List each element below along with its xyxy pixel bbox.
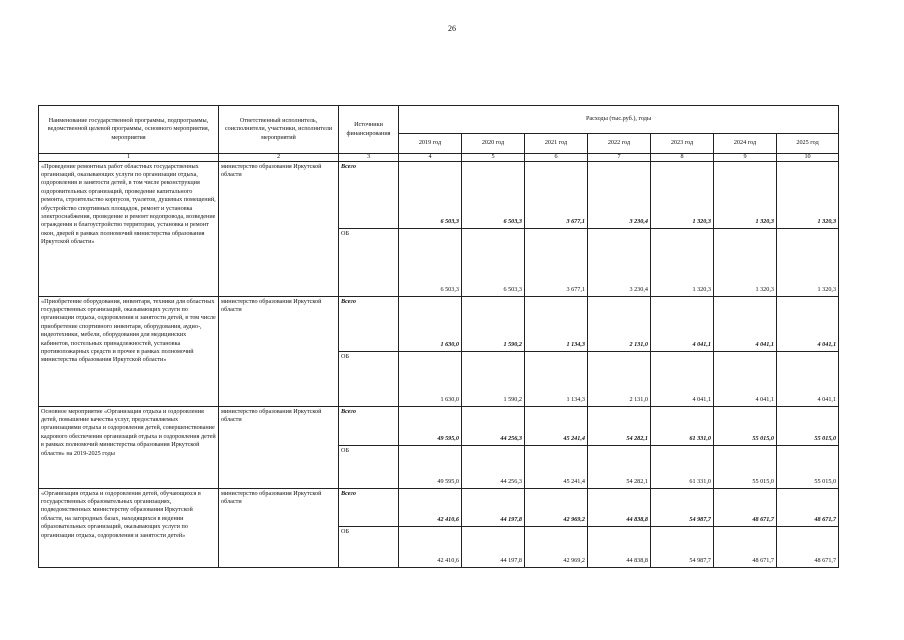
col-number: 4	[399, 154, 462, 162]
row-ob-value: 4 041,1	[777, 351, 839, 406]
row-ob-value: 44 197,8	[462, 526, 525, 567]
header-year: 2024 год	[714, 134, 777, 154]
row-total-value: 48 671,7	[777, 488, 839, 526]
header-expenses: Расходы (тыс.руб.), годы	[399, 106, 839, 134]
row-name: «Приобретение оборудования, инвентаря, техники для областных государственных организаций, оказывающих услуги по организации отдыха, оздоровления и занятости детей, в том числе приобретение спортивного инвентаря, оборудования, аудио-, видеотехники, мебели, оборудования для медицинских кабинетов, постельных принадлежностей, установка противопожарных средств и прочее в рамках полномочий министерства образования Иркутской области»	[39, 296, 219, 406]
row-name: Основное мероприятие «Организация отдыха и оздоровления детей, повышение качества услуг, предоставляемых организациями отдыха и оздоровления детей, совершенствование кадрового обеспечения организаций отдыха и оздоровления детей в рамках полномочий министерства образования Иркутской области» на 2019-2025 годы	[39, 406, 219, 488]
row-ob-value: 1 630,0	[399, 351, 462, 406]
table-row	[39, 161, 839, 228]
row-executor: министерство образования Иркутской области	[219, 296, 339, 406]
row-ob-value: 48 671,7	[777, 526, 839, 567]
row-total-label: Всего	[339, 488, 399, 526]
col-number: 3	[339, 154, 399, 162]
row-ob-value: 1 320,3	[777, 228, 839, 296]
row-source-label: ОБ	[339, 526, 399, 567]
header-year: 2021 год	[525, 134, 588, 154]
row-total-value: 4 041,1	[777, 296, 839, 351]
row-ob-value: 61 331,0	[651, 445, 714, 488]
row-total-value: 42 410,6	[399, 488, 462, 526]
row-total-value: 3 677,1	[525, 161, 588, 228]
row-ob-value: 49 595,0	[399, 445, 462, 488]
row-source-label: ОБ	[339, 445, 399, 488]
row-total-value: 1 630,0	[399, 296, 462, 351]
header-name: Наименование государственной программы, подпрограммы, ведомственной целевой программы, основного мероприятия, мероприятия	[39, 106, 219, 154]
row-total-value: 61 331,0	[651, 406, 714, 445]
row-source-label: ОБ	[339, 351, 399, 406]
row-ob-value: 42 410,6	[399, 526, 462, 567]
row-total-value: 49 595,0	[399, 406, 462, 445]
row-total-value: 3 230,4	[588, 161, 651, 228]
row-total-value: 1 320,3	[777, 161, 839, 228]
header-year: 2022 год	[588, 134, 651, 154]
col-number: 8	[651, 154, 714, 162]
row-total-value: 48 671,7	[714, 488, 777, 526]
col-number: 1	[39, 154, 219, 162]
row-total-value: 1 134,3	[525, 296, 588, 351]
row-total-label: Всего	[339, 406, 399, 445]
row-ob-value: 55 015,0	[777, 445, 839, 488]
row-total-value: 44 197,8	[462, 488, 525, 526]
row-ob-value: 1 320,3	[714, 228, 777, 296]
row-executor: министерство образования Иркутской области	[219, 488, 339, 567]
row-total-value: 2 131,0	[588, 296, 651, 351]
row-total-value: 4 041,1	[714, 296, 777, 351]
header-year: 2025 год	[777, 134, 839, 154]
row-total-value: 45 241,4	[525, 406, 588, 445]
row-total-value: 44 256,3	[462, 406, 525, 445]
row-ob-value: 44 256,3	[462, 445, 525, 488]
row-ob-value: 6 503,3	[399, 228, 462, 296]
row-ob-value: 44 838,8	[588, 526, 651, 567]
page-number: 26	[448, 24, 456, 33]
row-total-value: 42 969,2	[525, 488, 588, 526]
row-ob-value: 3 677,1	[525, 228, 588, 296]
row-ob-value: 3 230,4	[588, 228, 651, 296]
row-ob-value: 42 969,2	[525, 526, 588, 567]
row-name: «Проведение ремонтных работ областных государственных организаций, оказывающих услуги по организации отдыха, оздоровления и занятости детей, в том числе реконструкция оздоровительных организаций, проведение капитального ремонта, строительство корпусов, туалетов, душевых помещений, обустройство спортивных площадок, ремонт и установка электроснабжения, проведение и ремонт водопровода, возведение ограждения и благоустройство территории, установка и ремонт окон, дверей в рамках полномочий министерства образования Иркутской области»	[39, 161, 219, 296]
row-executor: министерство образования Иркутской области	[219, 161, 339, 296]
col-number: 6	[525, 154, 588, 162]
row-executor: министерство образования Иркутской области	[219, 406, 339, 488]
row-ob-value: 1 134,3	[525, 351, 588, 406]
header-year: 2023 год	[651, 134, 714, 154]
header-executor: Ответственный исполнитель, соисполнители, участники, исполнители мероприятий	[219, 106, 339, 154]
row-ob-value: 4 041,1	[651, 351, 714, 406]
row-total-value: 55 015,0	[714, 406, 777, 445]
budget-table	[38, 105, 839, 568]
col-number: 10	[777, 154, 839, 162]
row-total-value: 6 503,3	[462, 161, 525, 228]
header-sources: Источники финансирования	[339, 106, 399, 154]
row-total-value: 1 320,3	[714, 161, 777, 228]
row-ob-value: 48 671,7	[714, 526, 777, 567]
row-total-value: 54 987,7	[651, 488, 714, 526]
table-row	[39, 488, 839, 526]
col-number: 5	[462, 154, 525, 162]
col-number: 2	[219, 154, 339, 162]
row-total-label: Всего	[339, 296, 399, 351]
row-total-value: 1 320,3	[651, 161, 714, 228]
row-ob-value: 54 282,1	[588, 445, 651, 488]
row-name: «Организация отдыха и оздоровления детей, обучающихся в государственных образовательных организациях, подведомственных министерству образования Иркутской области, на загородных базах, находящихся в ведении образовательных организаций, оказывающих услуги по организации отдыха, оздоровления и занятости детей»	[39, 488, 219, 567]
row-total-value: 4 041,1	[651, 296, 714, 351]
row-total-label: Всего	[339, 161, 399, 228]
row-total-value: 55 015,0	[777, 406, 839, 445]
row-ob-value: 45 241,4	[525, 445, 588, 488]
row-ob-value: 4 041,1	[714, 351, 777, 406]
row-ob-value: 1 590,2	[462, 351, 525, 406]
row-ob-value: 54 987,7	[651, 526, 714, 567]
header-year: 2019 год	[399, 134, 462, 154]
row-ob-value: 6 503,3	[462, 228, 525, 296]
row-source-label: ОБ	[339, 228, 399, 296]
row-ob-value: 2 131,0	[588, 351, 651, 406]
table-row	[39, 296, 839, 351]
row-total-value: 44 838,8	[588, 488, 651, 526]
row-total-value: 6 503,3	[399, 161, 462, 228]
header-year: 2020 год	[462, 134, 525, 154]
row-ob-value: 55 015,0	[714, 445, 777, 488]
table-row	[39, 406, 839, 445]
row-total-value: 1 590,2	[462, 296, 525, 351]
row-ob-value: 1 320,3	[651, 228, 714, 296]
col-number: 7	[588, 154, 651, 162]
col-number: 9	[714, 154, 777, 162]
row-total-value: 54 282,1	[588, 406, 651, 445]
